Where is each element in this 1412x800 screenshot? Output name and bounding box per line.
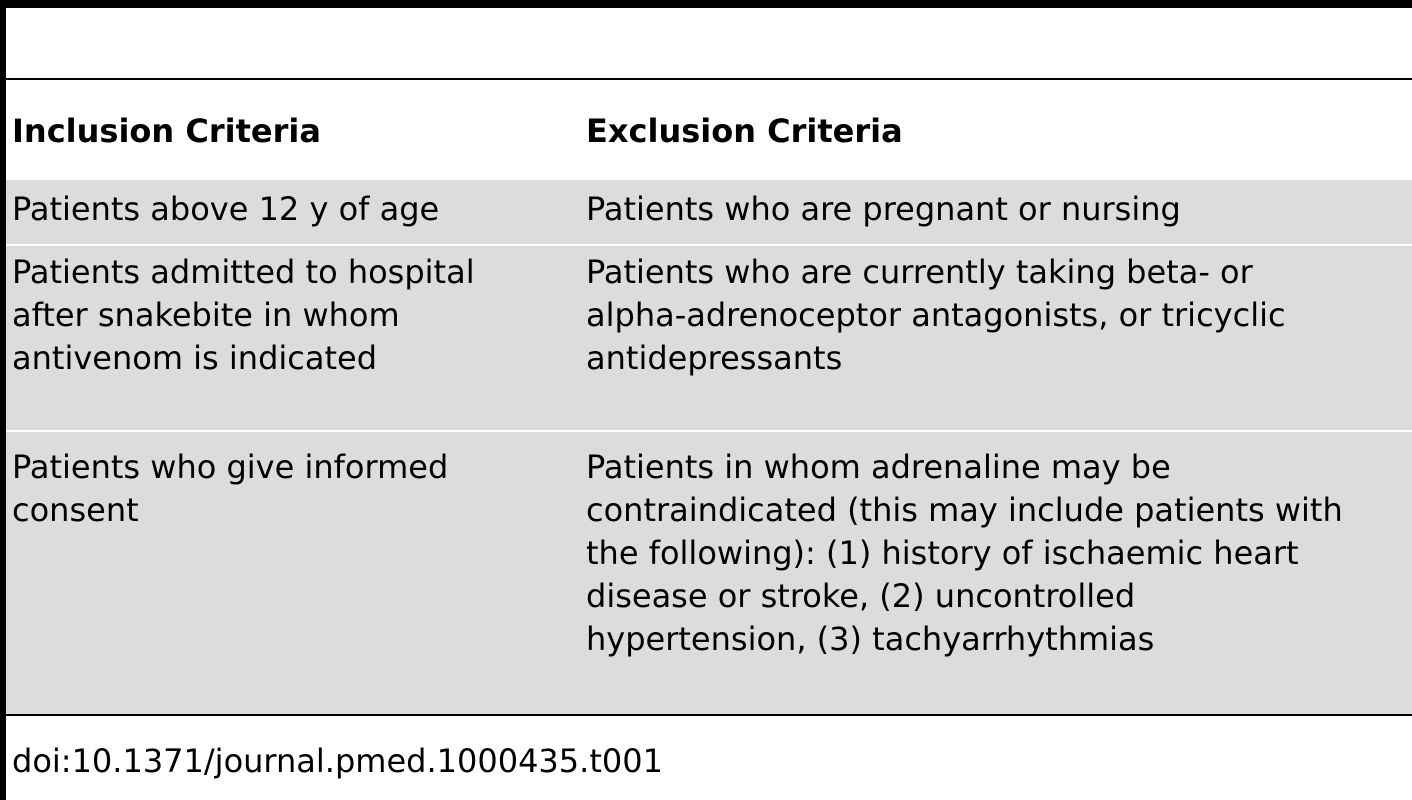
inclusion-line: after snakebite in whom (12, 296, 400, 334)
exclusion-line: Patients in whom adrenaline may be (586, 448, 1171, 486)
table-row (6, 180, 1412, 244)
table-top-rule (0, 0, 1412, 8)
inclusion-line: antivenom is indicated (12, 339, 378, 377)
table-bottom-rule (6, 714, 1412, 716)
table-row (6, 246, 1412, 430)
exclusion-line: the following): (1) history of ischaemic heart (586, 534, 1299, 572)
exclusion-line: hypertension, (3) tachyarrhythmias (586, 620, 1155, 658)
inclusion-cell (12, 251, 572, 380)
inclusion-line: Patients who give informed (12, 448, 449, 486)
inclusion-cell (12, 188, 572, 231)
exclusion-cell (586, 446, 1412, 661)
inclusion-cell (12, 446, 572, 532)
exclusion-cell (586, 251, 1412, 380)
exclusion-line: antidepressants (586, 339, 843, 377)
table-header-row (6, 80, 1412, 180)
header-exclusion-criteria: Exclusion Criteria (586, 112, 903, 150)
inclusion-line: Patients admitted to hospital (12, 253, 475, 291)
table-row (6, 432, 1412, 714)
exclusion-line: contraindicated (this may include patients with (586, 491, 1343, 529)
exclusion-line: disease or stroke, (2) uncontrolled (586, 577, 1136, 615)
exclusion-line: alpha-adrenoceptor antagonists, or tricyclic (586, 296, 1286, 334)
header-inclusion-criteria: Inclusion Criteria (12, 112, 321, 150)
exclusion-line: Patients who are currently taking beta- or (586, 253, 1253, 291)
inclusion-line: consent (12, 491, 139, 529)
exclusion-line: Patients who are pregnant or nursing (586, 190, 1181, 228)
doi-footnote: doi:10.1371/journal.pmed.1000435.t001 (12, 742, 663, 780)
exclusion-cell (586, 188, 1412, 231)
inclusion-line: Patients above 12 y of age (12, 190, 440, 228)
